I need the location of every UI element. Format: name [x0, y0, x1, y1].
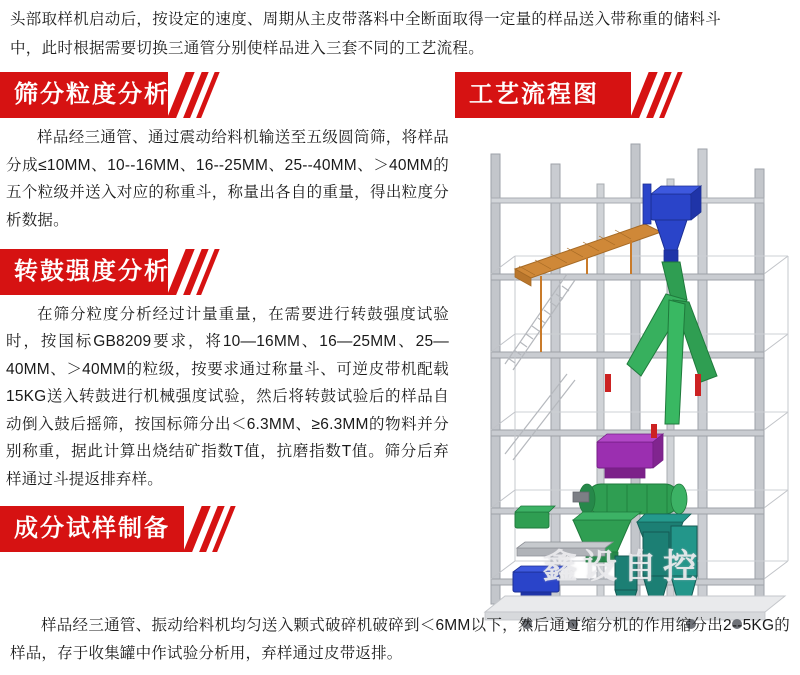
intro-line-2: 中，此时根据需要切换三通管分别使样品进入三套不同的工艺流程。 [10, 40, 485, 58]
rotary-drum [573, 484, 687, 514]
heading-label: 筛分粒度分析 [14, 81, 170, 109]
heading-bar [455, 72, 631, 118]
section-heading-screening [0, 72, 455, 118]
intro-paragraph [0, 0, 800, 62]
process-flow-3d-diagram [455, 124, 800, 644]
section-paragraph-screening: 样品经三通管、通过震动给料机输送至五级圆筒筛，将样品分成≤10MM、10--16MM、16--25MM、25--40MM、＞40MM的五个粒级并送入对应的称重斗，称量出各自的重量，得出粒度分析数据。 [6, 129, 449, 229]
heading-bar [0, 506, 184, 552]
section-paragraph-composition: 样品经三通管、振动给料机均匀送入颗式破碎机破碎到＜6MM以下，然后通过缩分机的作用缩分出2--5KG的样品，存于收集罐中作试验分析用，弃样通过皮带返排。 [10, 617, 790, 662]
process-flow-figure [455, 124, 800, 644]
section-paragraph-drum: 在筛分粒度分析经过计量重量，在需要进行转鼓强度试验时，按国标GB8209要求，将10—16MM、16—25MM、25—40MM、＞40MM的粒级，按要求通过称量斗、可逆皮带机配载15KG送入转鼓进行机械强度试验，然后将转鼓试验后的样品自动倒入鼓后摇筛，按国标筛分出＜6.3MM、≥6.3MM的物料并分别称重，据此计算出烧结矿指数T值，抗磨指数T值。筛分后弃样通过斗提返排弃样。 [6, 305, 449, 489]
section-heading-composition [0, 506, 455, 552]
section-drum [0, 249, 455, 494]
heading-label: 转鼓强度分析 [14, 257, 170, 285]
heading-bar [0, 72, 168, 118]
heading-label: 工艺流程图 [469, 81, 599, 109]
heading-bar [0, 249, 168, 295]
right-column [455, 72, 800, 644]
watermark-text: 鑫设自控 [543, 548, 703, 587]
left-column [0, 72, 455, 644]
intro-line-1: 头部取样机启动后，按设定的速度、周期从主皮带落料中全断面取得一定量的样品送入带称重的储料斗 [10, 11, 722, 28]
section-screening [0, 72, 455, 234]
section-composition [0, 506, 455, 552]
section-heading-flowchart [455, 72, 800, 118]
content-columns [0, 72, 800, 644]
section-heading-drum [0, 249, 455, 295]
heading-label: 成分试样制备 [14, 514, 170, 542]
section-paragraph-composition-wrap [0, 612, 800, 675]
